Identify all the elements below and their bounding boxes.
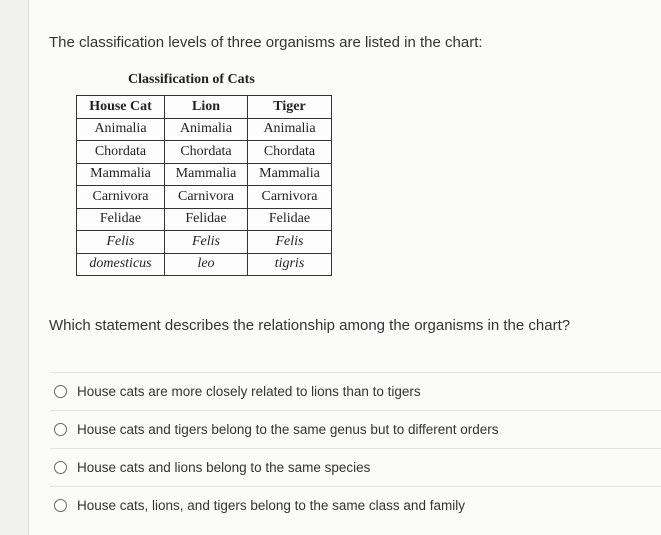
radio-button-icon[interactable] bbox=[54, 461, 67, 474]
table-cell: leo bbox=[165, 253, 248, 276]
table-cell: Felidae bbox=[77, 208, 165, 231]
table-row-order bbox=[77, 186, 332, 209]
table-cell: domesticus bbox=[77, 253, 165, 276]
answer-option-4[interactable] bbox=[50, 486, 661, 523]
radio-button-icon[interactable] bbox=[54, 499, 67, 512]
question-text: The classification levels of three organisms are listed in the chart: bbox=[49, 34, 483, 51]
header-lion: Lion bbox=[165, 96, 248, 119]
answer-option-3[interactable] bbox=[50, 448, 661, 485]
table-cell: Felis bbox=[165, 231, 248, 254]
table-cell: Felidae bbox=[165, 208, 248, 231]
answer-option-1[interactable] bbox=[50, 372, 661, 409]
radio-button-icon[interactable] bbox=[54, 423, 67, 436]
table-cell: Chordata bbox=[165, 141, 248, 164]
table-row-species bbox=[77, 253, 332, 276]
header-house-cat: House Cat bbox=[77, 96, 165, 119]
table-cell: Chordata bbox=[248, 141, 332, 164]
table-cell: tigris bbox=[248, 253, 332, 276]
option-label: House cats and lions belong to the same species bbox=[77, 459, 371, 475]
chart-title: Classification of Cats bbox=[128, 72, 255, 87]
option-label: House cats, lions, and tigers belong to the same class and family bbox=[77, 497, 465, 513]
table-cell: Carnivora bbox=[248, 186, 332, 209]
classification-table bbox=[76, 95, 332, 276]
table-cell: Mammalia bbox=[165, 163, 248, 186]
table-cell: Mammalia bbox=[77, 163, 165, 186]
header-tiger: Tiger bbox=[248, 96, 332, 119]
table-cell: Animalia bbox=[248, 118, 332, 141]
table-cell: Animalia bbox=[77, 118, 165, 141]
table-cell: Carnivora bbox=[77, 186, 165, 209]
prompt-text: Which statement describes the relationship among the organisms in the chart? bbox=[49, 317, 571, 334]
table-cell: Felidae bbox=[248, 208, 332, 231]
table-row-class bbox=[77, 163, 332, 186]
table-row-phylum bbox=[77, 141, 332, 164]
radio-button-icon[interactable] bbox=[54, 385, 67, 398]
table-cell: Chordata bbox=[77, 141, 165, 164]
table-row-kingdom bbox=[77, 118, 332, 141]
table-cell: Felis bbox=[248, 231, 332, 254]
table-row-family bbox=[77, 208, 332, 231]
table-header-row bbox=[77, 96, 332, 119]
table-cell: Mammalia bbox=[248, 163, 332, 186]
table-cell: Felis bbox=[77, 231, 165, 254]
answer-option-2[interactable] bbox=[50, 410, 661, 447]
table-cell: Animalia bbox=[165, 118, 248, 141]
table-cell: Carnivora bbox=[165, 186, 248, 209]
table-row-genus bbox=[77, 231, 332, 254]
option-label: House cats and tigers belong to the same genus but to different orders bbox=[77, 421, 499, 437]
option-label: House cats are more closely related to lions than to tigers bbox=[77, 383, 421, 399]
